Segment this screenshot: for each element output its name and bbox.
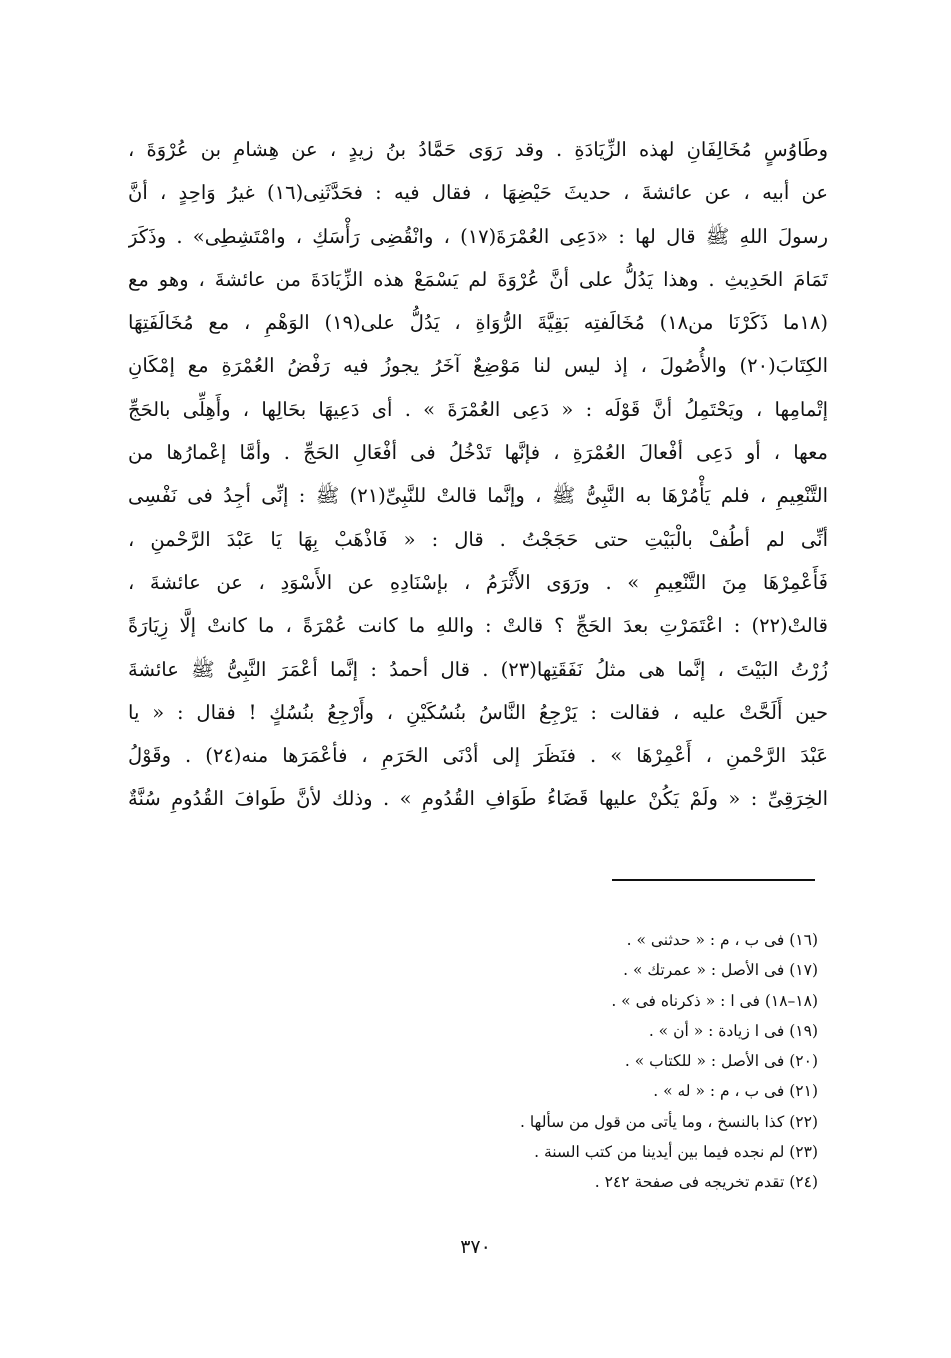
footnotes-block [300, 925, 818, 1198]
footnote: (٢٤) تقدم تخريجه فى صفحة ٢٤٢ . [594, 1173, 818, 1192]
footnote: (١٧) فى الأصل : « عمرتك » . [623, 961, 818, 980]
footnote: (٢٠) فى الأصل : « للكتاب » . [624, 1052, 818, 1071]
footnote: (٢١) فى ب ، م : « له » . [653, 1082, 818, 1101]
text-line: حين أَلَحَّتْ عليه ، فقالت : يَرْجِعُ النَّاسُ بنُسُكَيْنِ ، وأَرْجِعُ بنُسُكٍ ! فقال : « يا [128, 700, 828, 724]
text-line: عَبْدَ الرَّحْمنِ ، أَعْمِرْهَا » . فنَظَرَ إلى أدْنَى الحَرَمِ ، فأعْمَرَها منه(٢٤) . وقَوْلُ [128, 744, 828, 768]
text-line: أنِّى لم أطُفْ بالْبَيْتِ حتى حَجَجْتُ . قال : « فَاذْهَبْ بِهَا يَا عَبْدَ الرَّحْمنِ ، [128, 527, 828, 551]
text-line: فَأَعْمِرْهَا مِنَ التَّنْعِيمِ » . ورَوَى الأَثْرَمُ ، بإسْنَادِهِ عن الأَسْوَدِ ، عن عائشةَ ، [128, 570, 828, 594]
text-line: إتْمامِها ، ويَحْتَمِلُ أنَّ قَوْلَه : « دَعِى العُمْرَةَ » . أى دَعِيهَا بحَالِها ، وأَهِلِّى بالحَجِّ [128, 397, 828, 421]
footnote-divider [612, 879, 815, 881]
text-line: عن أبيه ، عن عائشةَ ، حديثَ حَيْضِهَا ، فقال فيه : فحَدَّثَنِى(١٦) غيرُ وَاحِدٍ ، أنَّ [128, 181, 828, 205]
text-line: الخِرَقِىِّ : « ولَمْ يَكُنْ عليها قَضَاءُ طَوَافِ القُدُومِ » . وذلك لأنَّ طَوافَ القُدُومِ سُنَّةٌ [128, 787, 828, 811]
footnote: (١٩) فى ا زيادة : « أن » . [648, 1021, 818, 1040]
text-line: التَّنْعِيمِ ، فلم يَأْمُرْهَا به النَّبِىُّ ﷺ ، وإنَّما قالتْ للنَّبِىِّ(٢١) ﷺ : إنِّى أجِدُ فى نَفْسِى [128, 484, 828, 508]
text-line: تَمَامَ الحَدِيثِ . وهذا يَدُلُّ على أنَّ عُرْوَةَ لم يَسْمَعْ هذه الزِّيَادَةَ من عائشةَ ، وهو مع [128, 267, 828, 291]
text-line: الكِتَابَ(٢٠) والأُصُولَ ، إذ ليس لنا مَوْضِعٌ آخَرُ يجوزُ فيه رَفْضُ العُمْرَةِ مع إمْكَانِ [128, 354, 828, 378]
page-number: ٣٧٠ [460, 1236, 491, 1258]
footnote: (٢٢) كذا بالنسخ ، وما يأتى من قول من سألها . [519, 1112, 818, 1131]
footnote: (١٨–١٨) فى ا : « ذكرناه فى » . [611, 991, 818, 1010]
footnote: (١٦) فى ب ، م : « حدثنى » . [626, 931, 818, 949]
text-line: قالتْ(٢٢) : اعْتَمَرْتِ بعدَ الحَجِّ ؟ قالتْ : واللهِ ما كانت عُمْرَةً ، ما كانتْ إلَّا زِيَارَةً [128, 614, 828, 638]
text-line: معها ، أو دَعِى أفْعالَ العُمْرَةِ ، فإنَّها تَدْخُلُ فى أفْعَالِ الحَجِّ . وأمَّا إعْمارُها من [128, 441, 828, 465]
text-line: (١٨ما ذَكَرْنَا من١٨) مُخَالَفتِه بَقِيَّةَ الرُّوَاةِ ، يَدُلُّ على(١٩) الوَهْمِ ، مع مُخَالَفَتِهَا [128, 311, 828, 335]
text-line: وطَاوُسٍ مُخَالِفَانِ لهذه الزِّيَادَةِ . وقد رَوَى حَمَّادُ بنُ زيدٍ ، عن هِشامِ بن عُرْوَةَ ، [128, 138, 828, 161]
text-line: زُرْتُ البَيْتَ ، إنَّما هى مثلُ نَفَقَتِها(٢٣) . قال أحمدُ : إنَّما أعْمَرَ النَّبِىُّ ﷺ عائشةَ [128, 657, 828, 681]
text-line: رسولَ اللهِ ﷺ قال لها : «دَعِى العُمْرَةَ(١٧) ، وانْقُضِى رَأْسَكِ ، وامْتَشِطِى» . وذَكَرَ [128, 224, 828, 248]
main-text-block [128, 128, 828, 821]
footnote: (٢٣) لم نجده فيما بين أيدينا من كتب السنة . [534, 1143, 818, 1162]
